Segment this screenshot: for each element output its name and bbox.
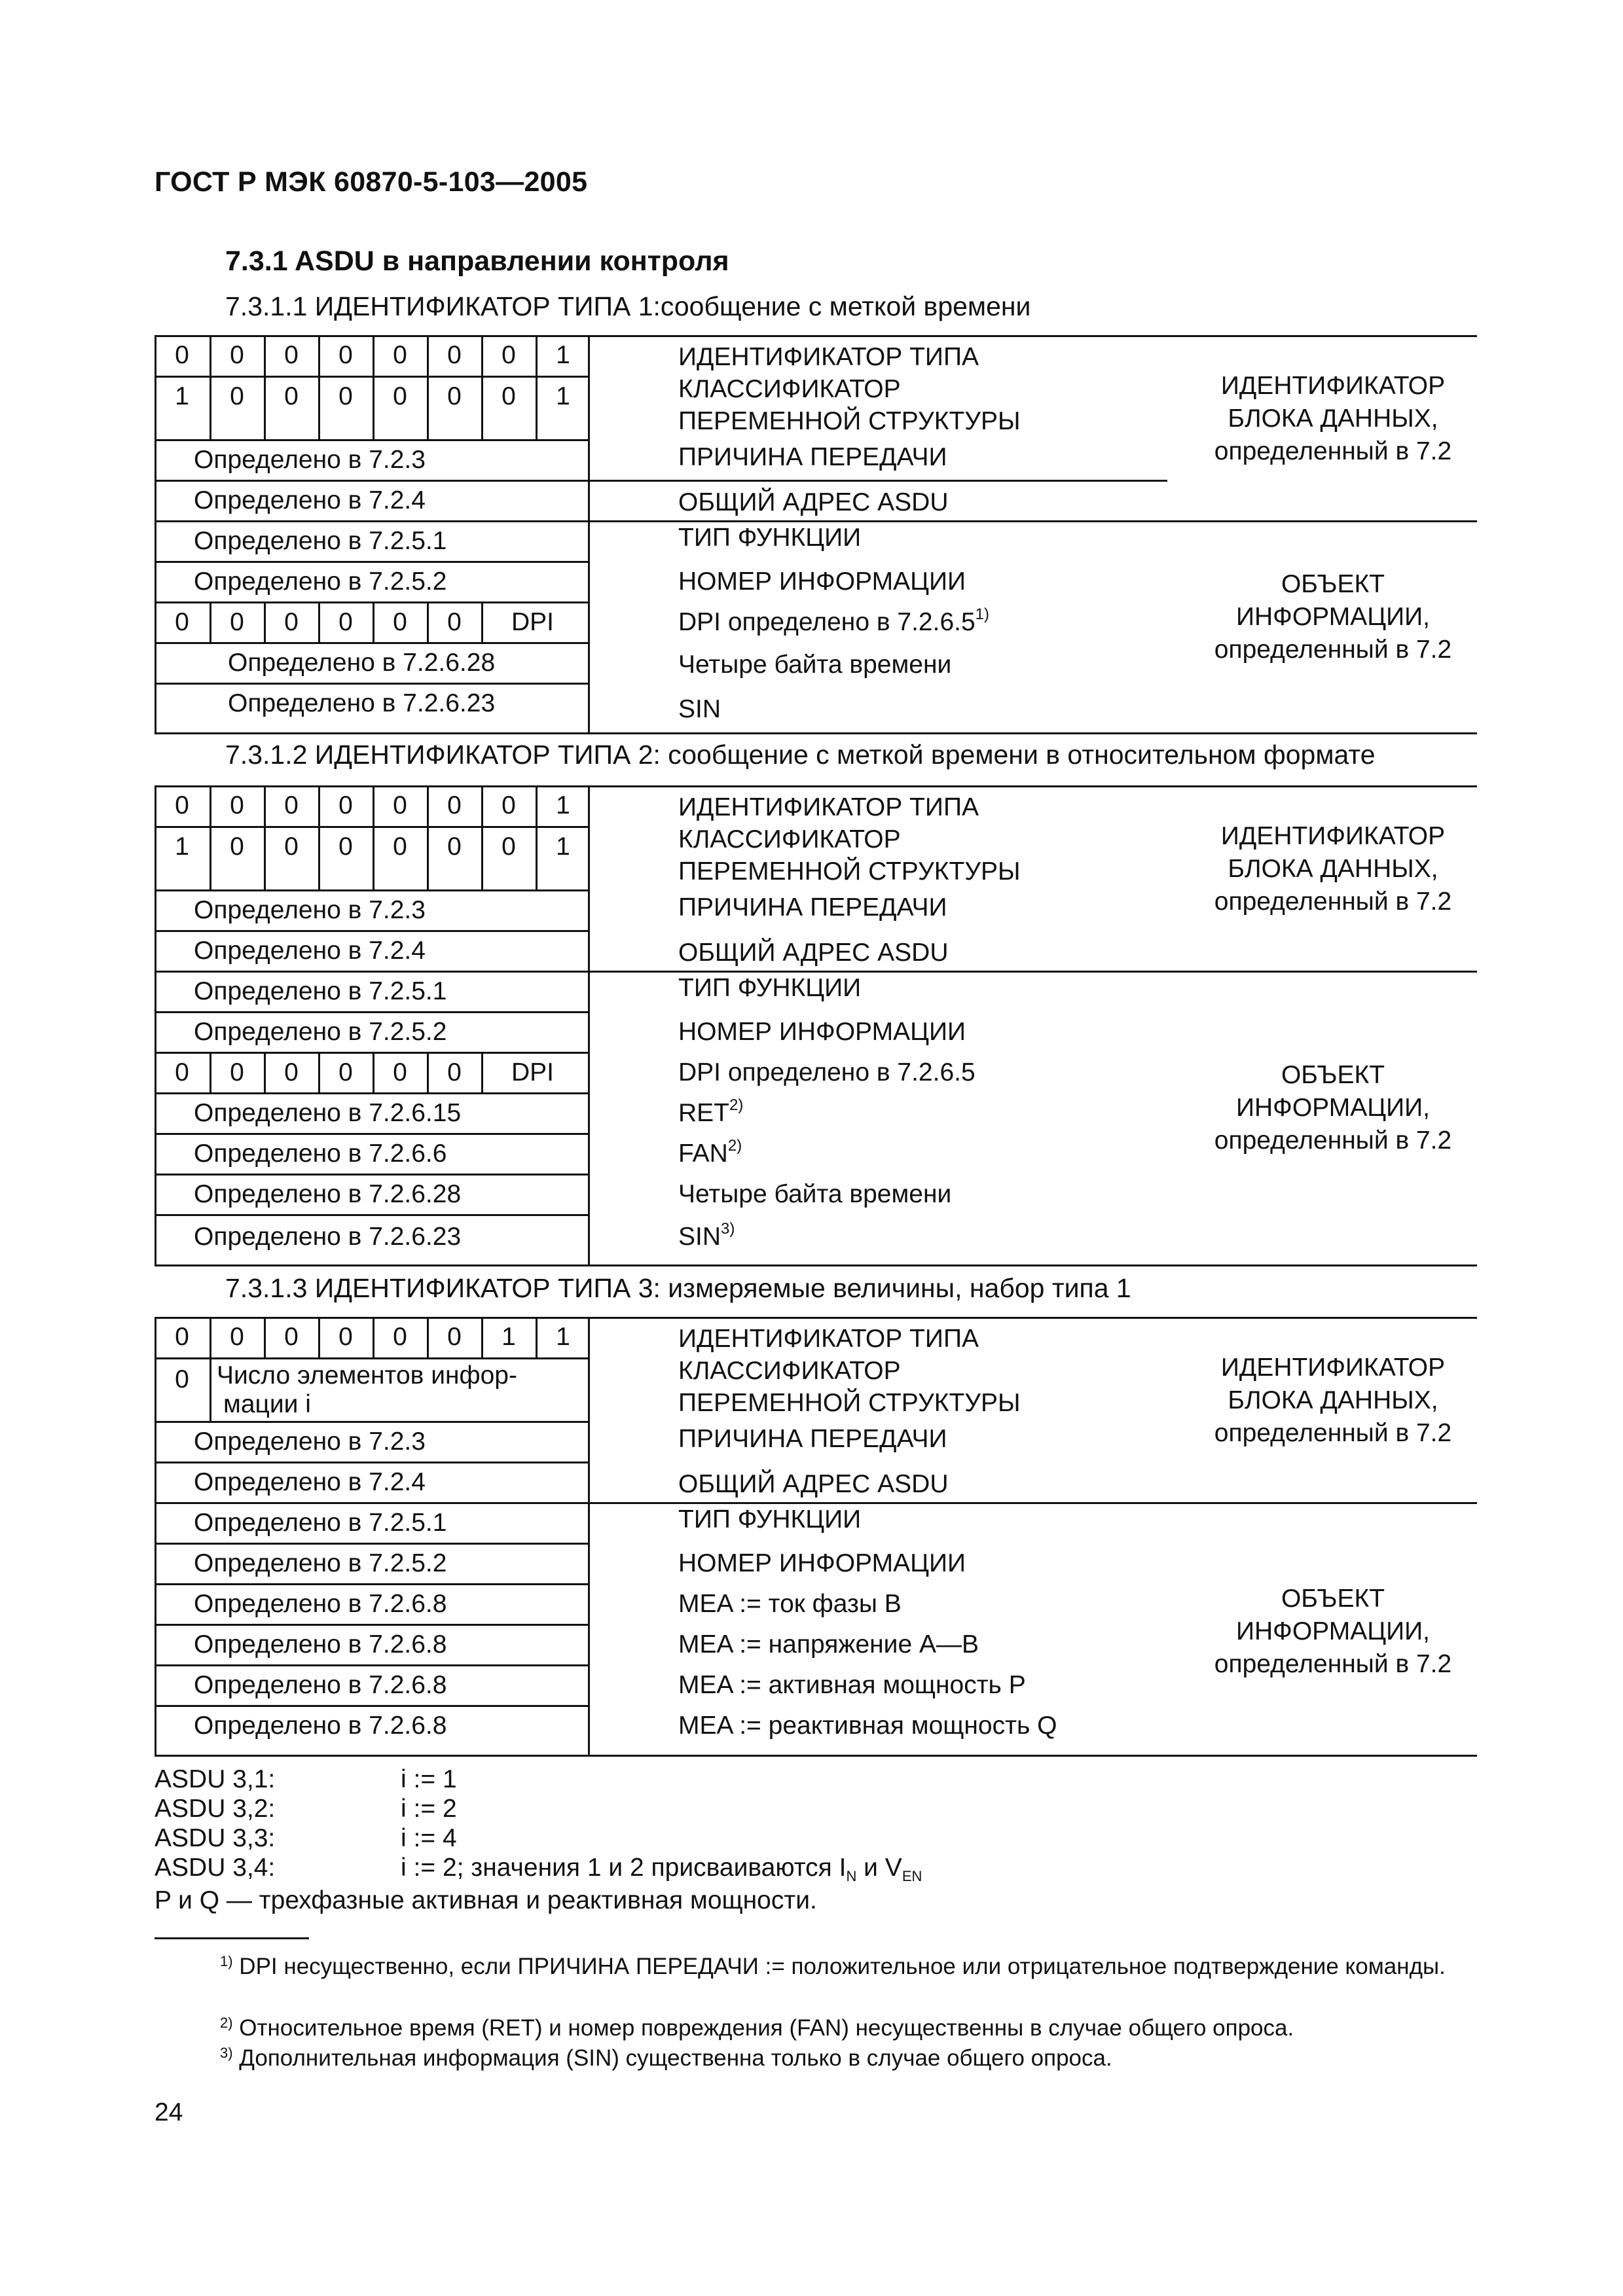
definition-cell: Определено в 7.2.6.6 xyxy=(194,1139,447,1168)
bit-cell: 0 xyxy=(501,341,516,369)
note-line: ASDU 3,1: i := 1 xyxy=(155,1765,457,1793)
bit-cell: 0 xyxy=(284,382,299,410)
definition-cell: Определено в 7.2.3 xyxy=(194,446,426,474)
bit-cell: 0 xyxy=(447,341,462,369)
page-number: 24 xyxy=(155,2098,183,2126)
field-name: ИДЕНТИФИКАТОР ТИПА xyxy=(678,343,979,371)
bit-cell: 0 xyxy=(284,833,299,861)
element-count-cell: Число элементов инфор- мации i xyxy=(217,1361,517,1418)
bit-cell: 0 xyxy=(338,341,353,369)
field-name: Четыре байта времени xyxy=(678,1180,952,1208)
field-name: КЛАССИФИКАТОР xyxy=(678,825,901,853)
bit-cell: 0 xyxy=(284,341,299,369)
bit-cell: 0 xyxy=(230,1323,244,1351)
bit-cell: 0 xyxy=(338,833,353,861)
bit-cell: 1 xyxy=(556,1323,570,1351)
bit-cell: 0 xyxy=(393,1323,407,1351)
note-line: ASDU 3,2: i := 2 xyxy=(155,1795,457,1823)
field-name: ПРИЧИНА ПЕРЕДАЧИ xyxy=(678,893,947,922)
definition-cell: Определено в 7.2.6.8 xyxy=(194,1590,447,1618)
definition-cell: Определено в 7.2.6.8 xyxy=(194,1712,447,1740)
bit-cell: 0 xyxy=(501,833,516,861)
note-line: ASDU 3,4: i := 2; значения 1 и 2 присваиваются $I_N$ и $V_{EN}$ xyxy=(155,1854,922,1884)
definition-cell: Определено в 7.2.5.2 xyxy=(194,1549,447,1577)
bit-cell: 0 xyxy=(338,1058,353,1086)
bit-cell: 0 xyxy=(284,1058,299,1086)
data-unit-identifier-group: ИДЕНТИФИКАТОР БЛОКА ДАННЫХ, определенный в 7.2 xyxy=(1214,372,1452,465)
field-name: ОБЩИЙ АДРЕС ASDU xyxy=(678,1470,949,1498)
note-line: P и Q — трехфазные активная и реактивная мощности. xyxy=(155,1886,817,1914)
bit-cell: 0 xyxy=(393,791,407,819)
footnote-ref: 3) xyxy=(721,1220,735,1238)
field-name: НОМЕР ИНФОРМАЦИИ xyxy=(678,1018,966,1046)
definition-cell: Определено в 7.2.6.28 xyxy=(194,1180,462,1208)
bit-cell: 0 xyxy=(338,382,353,410)
bit-cell: 0 xyxy=(284,1323,299,1351)
field-name: SIN xyxy=(678,695,721,723)
field-name: ОБЩИЙ АДРЕС ASDU xyxy=(678,939,949,967)
field-name: ТИП ФУНКЦИИ xyxy=(678,974,862,1002)
field-name: ПЕРЕМЕННОЙ СТРУКТУРЫ xyxy=(678,407,1021,435)
definition-cell: Определено в 7.2.5.1 xyxy=(194,977,447,1005)
bit-cell: 0 xyxy=(230,833,244,861)
field-name: КЛАССИФИКАТОР xyxy=(678,375,901,403)
bit-cell: 0 xyxy=(175,1323,189,1351)
field-name: MEA := напряжение A—B xyxy=(678,1630,979,1659)
footnote-3: $^{3)}$ Дополнительная информация (SIN) существенна только в случае общего опроса. xyxy=(220,2045,1112,2071)
field-name: ТИП ФУНКЦИИ xyxy=(678,1505,862,1534)
definition-cell: Определено в 7.2.4 xyxy=(194,937,426,965)
bit-cell: 0 xyxy=(393,382,407,410)
field-name: DPI определено в 7.2.6.5 xyxy=(678,1058,976,1086)
field-name: MEA := реактивная мощность Q xyxy=(678,1712,1057,1740)
data-unit-identifier-group: ИДЕНТИФИКАТОР БЛОКА ДАННЫХ, определенный в 7.2 xyxy=(1214,822,1452,916)
bit-cell: 0 xyxy=(175,791,189,819)
bit-cell: 0 xyxy=(447,791,462,819)
field-name: ПЕРЕМЕННОЙ СТРУКТУРЫ xyxy=(678,857,1021,886)
definition-cell: Определено в 7.2.6.23 xyxy=(228,689,496,717)
bit-cell: 1 xyxy=(556,833,570,861)
note-line: ASDU 3,3: i := 4 xyxy=(155,1824,457,1852)
bit-cell: 0 xyxy=(447,833,462,861)
table-3 xyxy=(155,1317,1477,1757)
definition-cell: Определено в 7.2.6.8 xyxy=(194,1630,447,1659)
definition-cell: Определено в 7.2.5.2 xyxy=(194,1018,447,1046)
bit-cell: 1 xyxy=(556,791,570,819)
footnote-ref: 2) xyxy=(729,1096,744,1114)
table-1 xyxy=(155,335,1477,734)
bit-cell: 0 xyxy=(501,791,516,819)
bit-cell: 0 xyxy=(230,791,244,819)
field-name: НОМЕР ИНФОРМАЦИИ xyxy=(678,567,966,596)
asdu-notes xyxy=(155,1765,922,1915)
field-name: ОБЩИЙ АДРЕС ASDU xyxy=(678,488,949,516)
field-name: FAN$^{2)}$ xyxy=(678,1137,742,1168)
field-name: НОМЕР ИНФОРМАЦИИ xyxy=(678,1549,966,1577)
bit-cell: 0 xyxy=(338,791,353,819)
footnote-separator xyxy=(155,1937,309,1939)
bit-cell: 1 xyxy=(556,382,570,410)
information-object-group: ОБЪЕКТ ИНФОРМАЦИИ, определенный в 7.2 xyxy=(1214,1061,1452,1155)
bit-cell: 0 xyxy=(175,1058,189,1086)
bit-cell: 0 xyxy=(284,608,299,636)
field-name: Четыре байта времени xyxy=(678,651,952,679)
bit-cell: 0 xyxy=(230,1058,244,1086)
bit-cell: 0 xyxy=(175,608,189,636)
bit-cell: 0 xyxy=(447,1058,462,1086)
definition-cell: Определено в 7.2.5.1 xyxy=(194,1509,447,1537)
footnote-2: $^{2)}$ Относительное время (RET) и номер повреждения (FAN) несущественны в случае общего опроса. xyxy=(220,2015,1294,2041)
footnote-1: $^{1)}$ DPI несущественно, если ПРИЧИНА ПЕРЕДАЧИ := положительное или отрицательное подтверждение команды. xyxy=(220,1953,1446,1979)
field-name: SIN$^{3)}$ xyxy=(678,1220,735,1251)
bit-cell: 0 xyxy=(393,1058,407,1086)
table-2-title: 7.3.1.2 ИДЕНТИФИКАТОР ТИПА 2: сообщение с меткой времени в относительном формате xyxy=(225,740,1376,770)
field-name: КЛАССИФИКАТОР xyxy=(678,1357,901,1385)
bit-cell: 0 xyxy=(230,608,244,636)
bit-cell: 1 xyxy=(501,1323,516,1351)
field-name: RET$^{2)}$ xyxy=(678,1096,744,1127)
field-name: MEA := активная мощность P xyxy=(678,1671,1026,1699)
definition-cell: Определено в 7.2.3 xyxy=(194,896,426,924)
bit-cell: 0 xyxy=(284,791,299,819)
information-object-group: ОБЪЕКТ ИНФОРМАЦИИ, определенный в 7.2 xyxy=(1214,570,1452,664)
definition-cell: Определено в 7.2.6.15 xyxy=(194,1099,462,1127)
definition-cell: Определено в 7.2.6.23 xyxy=(194,1223,462,1251)
dpi-cell: DPI xyxy=(511,1058,555,1086)
definition-cell: Определено в 7.2.3 xyxy=(194,1427,426,1456)
bit-cell: 0 xyxy=(393,833,407,861)
field-name: ПРИЧИНА ПЕРЕДАЧИ xyxy=(678,1425,947,1453)
bit-cell: 0 xyxy=(447,382,462,410)
bit-cell: 0 xyxy=(393,341,407,369)
definition-cell: Определено в 7.2.5.1 xyxy=(194,527,447,555)
bit-cell: 0 xyxy=(175,341,189,369)
field-name: ТИП ФУНКЦИИ xyxy=(678,524,862,552)
document-header: ГОСТ Р МЭК 60870-5-103—2005 xyxy=(155,166,588,198)
information-object-group: ОБЪЕКТ ИНФОРМАЦИИ, определенный в 7.2 xyxy=(1214,1585,1452,1678)
bit-cell: 0 xyxy=(230,382,244,410)
field-name: DPI определено в 7.2.6.5$^{1)}$ xyxy=(678,605,990,636)
field-name: MEA := ток фазы B xyxy=(678,1590,902,1618)
bit-cell: 0 xyxy=(501,382,516,410)
definition-cell: Определено в 7.2.4 xyxy=(194,486,426,514)
footnote-ref: 2) xyxy=(727,1137,742,1155)
definition-cell: Определено в 7.2.6.8 xyxy=(194,1671,447,1699)
bit-cell: 0 xyxy=(447,608,462,636)
definition-cell: Определено в 7.2.5.2 xyxy=(194,567,447,596)
bit-cell: 1 xyxy=(556,341,570,369)
bit-cell: 0 xyxy=(338,608,353,636)
field-name: ПРИЧИНА ПЕРЕДАЧИ xyxy=(678,443,947,471)
bit-cell: 0 xyxy=(230,341,244,369)
section-title: 7.3.1 ASDU в направлении контроля xyxy=(225,245,729,277)
footnote-ref: 1) xyxy=(975,605,990,623)
definition-cell: Определено в 7.2.6.28 xyxy=(228,649,496,677)
bit-cell: 0 xyxy=(447,1323,462,1351)
data-unit-identifier-group: ИДЕНТИФИКАТОР БЛОКА ДАННЫХ, определенный в 7.2 xyxy=(1214,1354,1452,1447)
definition-cell: Определено в 7.2.4 xyxy=(194,1468,426,1496)
table-2 xyxy=(155,785,1477,1266)
dpi-cell: DPI xyxy=(511,608,555,636)
bit-cell: 1 xyxy=(175,833,189,861)
field-name: ПЕРЕМЕННОЙ СТРУКТУРЫ xyxy=(678,1389,1021,1417)
field-name: ИДЕНТИФИКАТОР ТИПА xyxy=(678,1325,979,1353)
bit-cell: 0 xyxy=(338,1323,353,1351)
table-3-title: 7.3.1.3 ИДЕНТИФИКАТОР ТИПА 3: измеряемые величины, набор типа 1 xyxy=(225,1273,1131,1303)
field-name: ИДЕНТИФИКАТОР ТИПА xyxy=(678,793,979,821)
bit-cell: 1 xyxy=(175,382,189,410)
bit-cell: 0 xyxy=(393,608,407,636)
bit-cell: 0 xyxy=(175,1365,189,1393)
table-1-title: 7.3.1.1 ИДЕНТИФИКАТОР ТИПА 1:сообщение с меткой времени xyxy=(225,291,1031,321)
